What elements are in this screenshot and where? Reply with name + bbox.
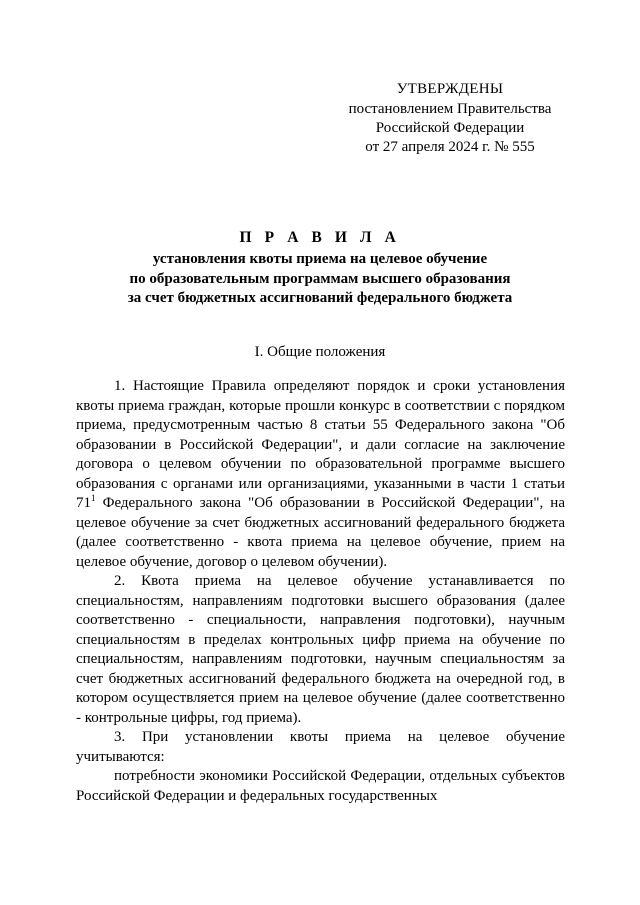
approval-block (330, 80, 570, 157)
subtitle-line: за счет бюджетных ассигнований федерального бюджета (127, 290, 513, 306)
paragraph-text: 1. Настоящие Правила определяют порядок и сроки установления квоты приема граждан, которые прошли конкурс в соответствии с порядком приема, предусмотренным частью 8 статьи 55 Федерального закона "Об образовании в Российской Федерации", и дали согласие на заключение договора о целевом обучении по образовательной программе высшего образования с органами или организациями, указанными в части 1 статьи 71 (76, 378, 565, 511)
approval-line: Российской Федерации (375, 120, 525, 136)
document-title: П Р А В И Л А (239, 229, 401, 246)
paragraph: потребности экономики Российской Федерации, отдельных субъектов Российской Федерации и федеральных государственных (76, 768, 565, 804)
approval-heading: УТВЕРЖДЕНЫ (396, 81, 504, 97)
superscript: 1 (91, 493, 96, 503)
paragraph-text: Федерального закона "Об образовании в Российской Федерации", на целевое обучение за счет бюджетных ассигнований федерального бюджета (далее соответственно - квота приема на целевое обучение, прием на целевое обучение, договор о целевом обучении). (76, 495, 565, 570)
subtitle-line: по образовательным программам высшего образования (129, 270, 511, 287)
approval-line: постановлением Правительства (348, 101, 552, 117)
section-title: I. Общие положения (254, 344, 386, 360)
document-subtitle (60, 250, 580, 309)
paragraph: 2. Квота приема на целевое обучение устанавливается по специальностям, направлениям подготовки высшего образования (далее соответственно - специальности, направления подготовки), научным специальностям в пределах контрольных цифр приема на обучение по специальностям, направлениям подготовки, научным специальностям за счет бюджетных ассигнований федерального бюджета на очередной год, в котором осуществляется прием на целевое обучение (далее соответственно - контрольные цифры, год приема). (76, 573, 565, 726)
approval-date: от 27 апреля 2024 г. № 555 (365, 139, 535, 155)
paragraph: 3. При установлении квоты приема на целевое обучение учитываются: (76, 729, 565, 765)
subtitle-line: установления квоты приема на целевое обучение (152, 251, 488, 267)
paragraph (76, 377, 565, 572)
document-body (76, 377, 565, 806)
